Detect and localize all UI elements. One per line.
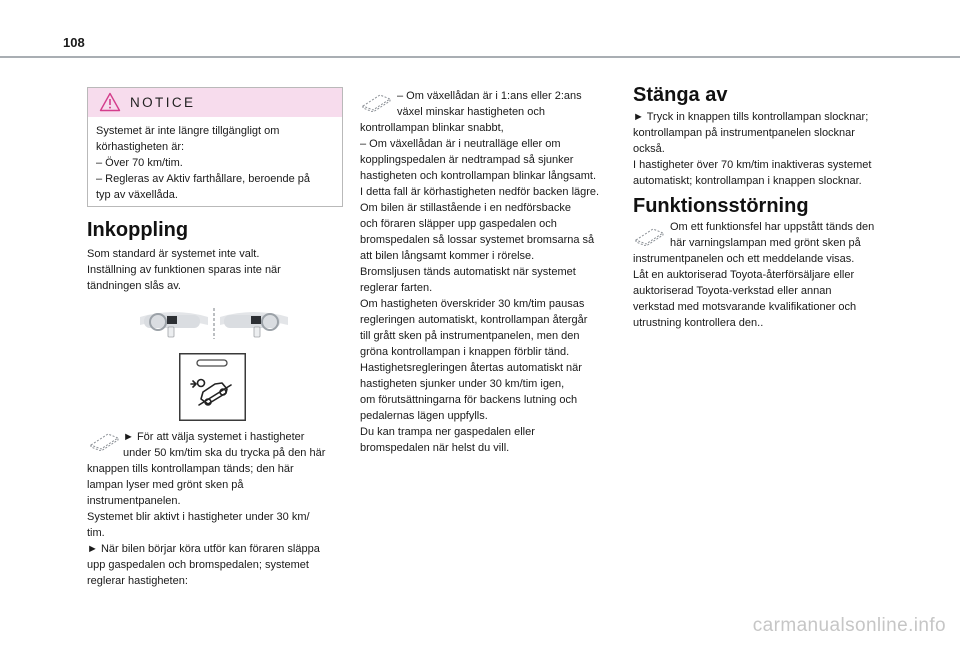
paragraph-line: tim.	[87, 527, 105, 539]
paragraph-line: ► När bilen börjar köra utför kan föraren släppa	[87, 543, 320, 555]
warning-triangle-icon	[99, 92, 121, 112]
stanga-body	[633, 109, 871, 189]
section-heading-inkoppling: Inkoppling	[87, 219, 189, 241]
paragraph-line: om förutsättningarna för backens lutning och	[360, 394, 578, 406]
notice-text	[88, 117, 342, 203]
paragraph-line: I detta fall är körhastigheten nedför backen lägre.	[360, 186, 600, 198]
paragraph-line: Du kan trampa ner gaspedalen eller	[360, 426, 535, 438]
paragraph-line: tändningen slås av.	[87, 280, 181, 292]
page-number: 108	[63, 35, 85, 50]
paragraph-line: pedalernas lägen uppfylls.	[360, 410, 488, 422]
paragraph-line: regleringen automatiskt, kontrollampan återgår	[360, 314, 588, 326]
funktionsstorning-body	[633, 251, 856, 331]
notice-line: typ av växellåda.	[96, 189, 178, 201]
paragraph-line: kontrollampan blinkar snabbt,	[360, 122, 504, 134]
paragraph-line: Inställning av funktionen sparas inte när	[87, 264, 281, 276]
watermark: carmanualsonline.info	[752, 615, 946, 636]
paragraph-line: och föraren släpper upp gaspedalen och	[360, 218, 557, 230]
section-heading-stanga-av: Stänga av	[633, 84, 728, 106]
inkoppling-body	[87, 461, 320, 589]
paragraph-line: Om ett funktionsfel har uppstått tänds den	[670, 221, 875, 233]
paragraph-line: gröna kontrollampan i knappen förblir tänd.	[360, 346, 570, 358]
paragraph-line: växel minskar hastigheten och	[397, 106, 545, 118]
paragraph-line: instrumentpanelen.	[87, 495, 181, 507]
tip-icon	[360, 90, 394, 112]
paragraph-line: kopplingspedalen är nedtrampad så sjunker	[360, 154, 574, 166]
paragraph-line: bromspedalen så lossar systemet bromsarna så	[360, 234, 595, 246]
paragraph-line: under 50 km/tim ska du trycka på den här	[123, 447, 326, 459]
paragraph-line: utrustning kontrollera den..	[633, 317, 764, 329]
paragraph-line: Hastighetsregleringen återtas automatiskt när	[360, 362, 582, 374]
paragraph-line: lampan lyser med grönt sken på	[87, 479, 244, 491]
notice-line: Systemet är inte längre tillgängligt om	[96, 125, 280, 137]
paragraph-line: bromspedalen när helst du vill.	[360, 442, 510, 454]
steering-wheel-icon	[140, 312, 208, 337]
paragraph-line: I hastigheter över 70 km/tim inaktiveras systemet	[633, 159, 872, 171]
paragraph-line: kontrollampan på instrumentpanelen slocknar	[633, 127, 855, 139]
paragraph-line: reglerar farten.	[360, 282, 433, 294]
inkoppling-intro	[87, 246, 281, 294]
tip-icon	[633, 224, 667, 246]
paragraph-line: Som standard är systemet inte valt.	[87, 248, 260, 260]
paragraph-line: Låt en auktoriserad Toyota-återförsäljare eller	[633, 269, 855, 281]
paragraph-line: hastigheten och kontrollampan blinkar långsamt.	[360, 170, 597, 182]
notice-line: – Regleras av Aktiv farthållare, beroende på	[96, 173, 311, 185]
tip-icon	[88, 429, 122, 451]
inkoppling-tip-first	[123, 429, 325, 461]
notice-box	[87, 87, 343, 207]
paragraph-line: till grått sken på instrumentpanelen, men den	[360, 330, 580, 342]
paragraph-line: här varningslampan med grönt sken på	[670, 237, 861, 249]
paragraph-line: Om hastigheten överskrider 30 km/tim pausas	[360, 298, 585, 310]
paragraph-line: att bilen långsamt kommer i rörelse.	[360, 250, 535, 262]
steering-wheel-illustration	[134, 305, 294, 341]
notice-header	[88, 88, 342, 117]
paragraph-line: knappen tills kontrollampan tänds; den här	[87, 463, 294, 475]
header-rule	[0, 56, 960, 58]
paragraph-line: ► Tryck in knappen tills kontrollampan slocknar;	[633, 111, 869, 123]
middle-body	[360, 120, 599, 456]
paragraph-line: automatiskt; kontrollampan i knappen slocknar.	[633, 175, 862, 187]
paragraph-line: också.	[633, 143, 665, 155]
paragraph-line: instrumentpanelen och ett meddelande visas.	[633, 253, 855, 265]
paragraph-line: – Om växellådan är i 1:ans eller 2:ans	[397, 90, 582, 102]
paragraph-line: reglerar hastigheten:	[87, 575, 188, 587]
paragraph-line: Bromsljusen tänds automatiskt när systemet	[360, 266, 576, 278]
section-heading-funktionsstorning: Funktionsstörning	[633, 195, 809, 217]
paragraph-line: – Om växellådan är i neutralläge eller om	[360, 138, 561, 150]
hill-descent-button-illustration	[179, 353, 246, 421]
notice-line: körhastigheten är:	[96, 141, 185, 153]
paragraph-line: hastigheten sjunker under 30 km/tim igen,	[360, 378, 565, 390]
paragraph-line: ► För att välja systemet i hastigheter	[123, 431, 305, 443]
steering-wheel-icon	[220, 312, 288, 337]
middle-tip-first	[397, 88, 582, 120]
funktionsstorning-tip-first	[670, 219, 874, 251]
paragraph-line: Om bilen är stillastående i en nedförsbacke	[360, 202, 571, 214]
notice-line: – Över 70 km/tim.	[96, 157, 183, 169]
paragraph-line: verkstad med motsvarande kvalifikationer och	[633, 301, 857, 313]
paragraph-line: upp gaspedalen och bromspedalen; systemet	[87, 559, 309, 571]
paragraph-line: Systemet blir aktivt i hastigheter under 30 km/	[87, 511, 310, 523]
notice-title: NOTICE	[130, 95, 196, 110]
paragraph-line: auktoriserad Toyota-verkstad eller annan	[633, 285, 832, 297]
